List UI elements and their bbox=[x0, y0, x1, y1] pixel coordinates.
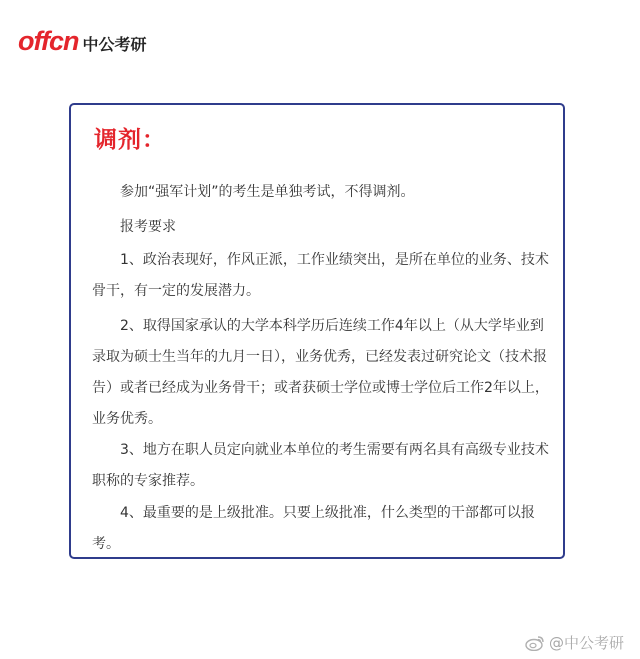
paragraph-requirement-2: 2、取得国家承认的大学本科学历后连续工作4年以上（从大学毕业到录取为硕士生当年的九月一日），业务优秀，已经发表过研究论文（技术报告）或者已经成为业务骨干；或者获硕士学位或博士学位后工作2年以上，业务优秀。 bbox=[92, 318, 549, 427]
paragraph-requirement-3: 3、地方在职人员定向就业本单位的考生需要有两名具有高级专业技术职称的专家推荐。 bbox=[92, 442, 549, 489]
brand-logo bbox=[18, 28, 147, 54]
paragraph-requirements-title: 报考要求 bbox=[120, 219, 176, 235]
paragraph-intro: 参加“强军计划”的考生是单独考试，不得调剂。 bbox=[120, 184, 415, 200]
watermark-text: @中公考研 bbox=[548, 634, 624, 652]
watermark bbox=[525, 632, 624, 653]
paragraph-requirement-1: 1、政治表现好，作风正派，工作业绩突出，是所在单位的业务、技术骨干，有一定的发展潜力。 bbox=[92, 252, 549, 299]
logo-name: 中公考研 bbox=[82, 35, 147, 54]
weibo-icon bbox=[525, 635, 545, 651]
panel-heading: 调剂： bbox=[94, 127, 166, 153]
logo-mark: offcn bbox=[18, 26, 79, 56]
paragraph-requirement-4: 4、最重要的是上级批准。只要上级批准，什么类型的干部都可以报考。 bbox=[92, 505, 535, 552]
